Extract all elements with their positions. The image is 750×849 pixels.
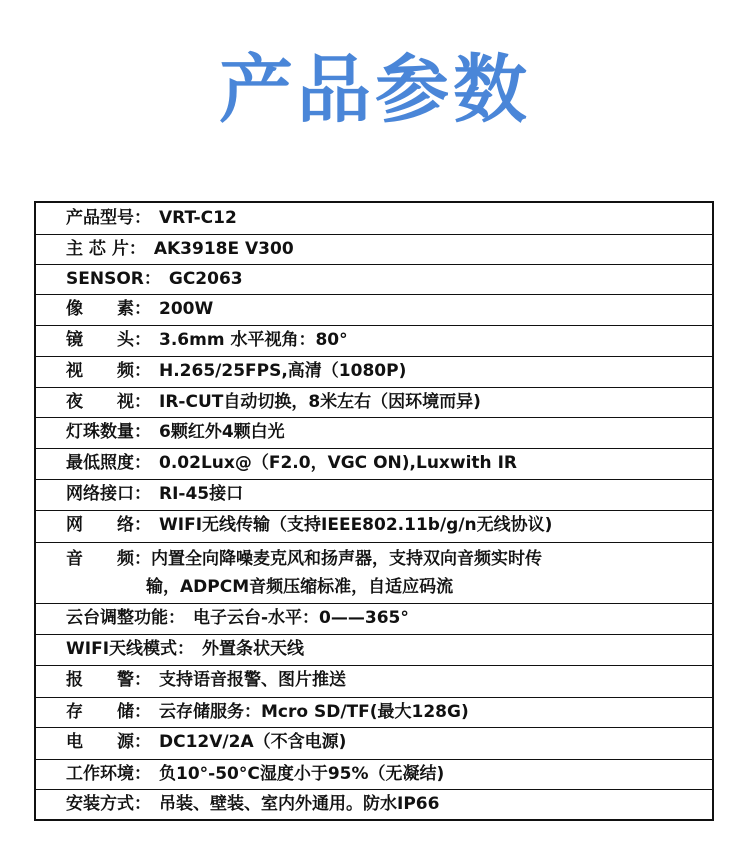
spec-cell [66, 418, 285, 446]
spec-row-night-vision [36, 387, 712, 417]
spec-cell [66, 760, 444, 788]
spec-row-antenna [36, 634, 712, 665]
spec-label: 灯珠数量： [66, 422, 151, 442]
spec-label: 云台调整功能： [66, 608, 185, 628]
spec-value: H.265/25FPS,高清（1080P) [159, 361, 407, 381]
spec-cell [66, 790, 439, 818]
spec-cell [66, 635, 304, 663]
spec-value: 0.02Lux@（F2.0，VGC ON),Luxwith IR [159, 453, 517, 473]
spec-value: 云存储服务：Mcro SD/TF(最大128G) [159, 702, 469, 722]
spec-label: 工作环境： [66, 764, 151, 784]
spec-row-alarm [36, 665, 712, 697]
spec-value: DC12V/2A（不含电源) [159, 732, 347, 752]
spec-cell [66, 604, 409, 632]
spec-label: SENSOR： [66, 269, 161, 289]
spec-cell [66, 728, 346, 756]
spec-label: 产品型号： [66, 208, 151, 228]
spec-row-power [36, 727, 712, 759]
spec-row-installation [36, 789, 712, 819]
spec-cell [66, 295, 213, 323]
page-title: 产品参数 [219, 47, 531, 133]
spec-value: 吊装、壁装、室内外通用。防水IP66 [159, 794, 440, 814]
spec-value: WIFI无线传输（支持IEEE802.11b/g/n无线协议) [159, 515, 553, 535]
spec-value: 外置条状天线 [202, 639, 305, 659]
spec-label: WIFI天线模式： [66, 639, 195, 659]
spec-label: 网络接口： [66, 484, 151, 504]
spec-label: 夜 视： [66, 392, 151, 412]
spec-row-min-illumination [36, 448, 712, 479]
spec-row-model [36, 204, 712, 234]
spec-value: 6颗红外4颗白光 [159, 422, 285, 442]
spec-cell [66, 235, 294, 263]
spec-label: 镜 头： [66, 330, 151, 350]
spec-table [34, 201, 714, 821]
spec-value: VRT-C12 [159, 208, 237, 228]
spec-cell [66, 449, 517, 477]
spec-row-sensor [36, 264, 712, 294]
spec-label: 存 储： [66, 702, 151, 722]
spec-row-pixels [36, 294, 712, 325]
spec-cell [66, 545, 542, 601]
spec-value: 内置全向降噪麦克风和扬声器，支持双向音频实时传 [151, 549, 542, 569]
spec-cell [66, 204, 237, 232]
spec-value: 负10°-50°C湿度小于95%（无凝结) [159, 764, 445, 784]
spec-label: 像 素： [66, 299, 151, 319]
spec-row-network-port [36, 479, 712, 510]
spec-value: 支持语音报警、图片推送 [159, 670, 346, 690]
spec-label: 视 频： [66, 361, 151, 381]
spec-row-ptz [36, 603, 712, 634]
spec-cell [66, 265, 243, 293]
spec-label: 网 络： [66, 515, 151, 535]
spec-cell [66, 666, 346, 694]
spec-label: 最低照度： [66, 453, 151, 473]
spec-cell [66, 357, 406, 385]
spec-row-storage [36, 697, 712, 727]
spec-value: RI-45接口 [159, 484, 244, 504]
spec-row-environment [36, 759, 712, 789]
spec-cell [66, 698, 469, 726]
spec-cell [66, 511, 552, 539]
spec-label: 电 源： [66, 732, 151, 752]
spec-cell [66, 480, 243, 508]
spec-row-network [36, 510, 712, 542]
spec-row-video [36, 356, 712, 387]
spec-label: 安装方式： [66, 794, 151, 814]
spec-row-audio [36, 542, 712, 603]
spec-value: 电子云台-水平：0——365° [193, 608, 409, 628]
spec-label: 主 芯 片： [66, 239, 146, 259]
spec-label: 音 频： [66, 549, 151, 569]
spec-cell [66, 388, 481, 416]
spec-row-lens [36, 325, 712, 356]
spec-value: GC2063 [168, 269, 243, 289]
spec-row-leds [36, 417, 712, 448]
spec-value: 200W [159, 299, 214, 319]
spec-row-chip [36, 234, 712, 264]
spec-value: IR-CUT自动切换，8米左右（因环境而异) [159, 392, 481, 412]
spec-value: AK3918E V300 [153, 239, 294, 259]
spec-label: 报 警： [66, 670, 151, 690]
spec-value: 3.6mm 水平视角：80° [159, 330, 348, 350]
spec-value-continued: 输，ADPCM音频压缩标准，自适应码流 [146, 577, 454, 597]
spec-cell [66, 326, 348, 354]
